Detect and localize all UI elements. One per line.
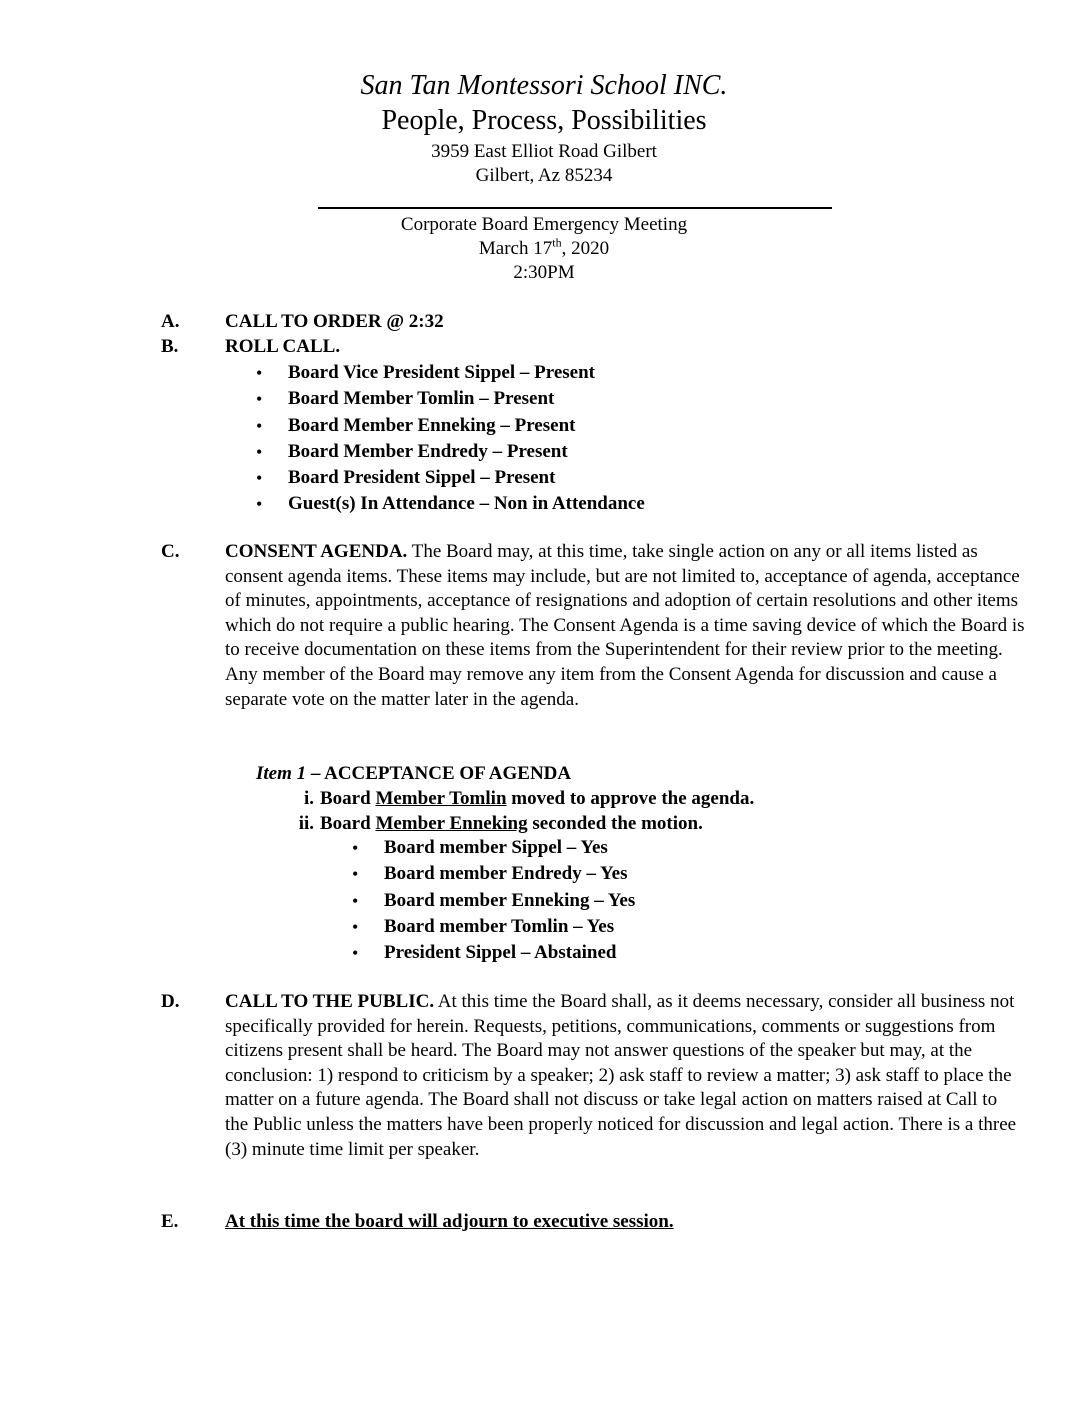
section-e-letter: E. <box>161 1211 179 1232</box>
section-d-heading: CALL TO THE PUBLIC. <box>225 991 435 1012</box>
item-1-heading: Item 1 – ACCEPTANCE OF AGENDA <box>256 763 572 784</box>
school-name: San Tan Montessori School INC. <box>360 70 728 101</box>
roll-call-item: • Board Vice President Sippel – Present <box>256 360 645 386</box>
vote-item: • Board member Sippel – Yes <box>352 835 635 861</box>
vote-item: • Board member Enneking – Yes <box>352 888 635 914</box>
address-line-2: Gilbert, Az 85234 <box>475 165 613 186</box>
school-motto: People, Process, Possibilities <box>381 105 707 136</box>
section-d-paragraph <box>225 990 1025 1162</box>
roll-call-list <box>256 360 645 518</box>
section-a-heading: CALL TO ORDER @ 2:32 <box>225 311 444 332</box>
roll-call-item: • Guest(s) In Attendance – Non in Attendance <box>256 491 645 517</box>
section-b-letter: B. <box>161 336 179 357</box>
roll-call-item: • Board Member Enneking – Present <box>256 413 645 439</box>
section-a-letter: A. <box>161 311 180 332</box>
address-line-1: 3959 East Elliot Road Gilbert <box>431 141 657 162</box>
roll-call-item: • Board Member Endredy – Present <box>256 439 645 465</box>
section-e-heading: At this time the board will adjourn to executive session. <box>225 1211 674 1232</box>
motion-ii-member: Member Enneking <box>375 813 528 834</box>
section-d-body: At this time the Board shall, as it deems necessary, consider all business not specifically provided for herein. Requests, petitions, communications, comments or suggestions from citizens present shall be heard. The Board may not answer questions of the speaker but may, at the conclusion: 1) respond to criticism by a speaker; 2) ask staff to review a matter; 3) ask staff to place the matter on a future agenda. The Board shall not discuss or take legal action on matters raised at Call to the Public unless the matters have been properly noticed for discussion and legal action. There is a three (3) minute time limit per speaker. <box>225 991 1017 1160</box>
roll-call-item: • Board Member Tomlin – Present <box>256 386 645 412</box>
meeting-title: Corporate Board Emergency Meeting <box>400 214 688 235</box>
vote-item: • Board member Tomlin – Yes <box>352 914 635 940</box>
section-b-heading: ROLL CALL. <box>225 336 341 357</box>
motion-i: i. Board Member Tomlin moved to approve the agenda. <box>303 788 755 809</box>
meeting-date: March 17th, 2020 <box>478 235 610 259</box>
roll-call-item: • Board President Sippel – Present <box>256 465 645 491</box>
section-c-paragraph <box>225 540 1025 712</box>
meeting-time: 2:30PM <box>513 262 575 283</box>
item-1-label: Item 1 <box>256 763 307 784</box>
vote-list <box>352 835 635 966</box>
motion-i-member: Member Tomlin <box>375 788 507 809</box>
vote-item: • Board member Endredy – Yes <box>352 861 635 887</box>
section-c-body: The Board may, at this time, take single action on any or all items listed as consent agenda items. These items may include, but are not limited to, acceptance of agenda, acceptance of minutes, appointments, acceptance of resignations and adoption of certain resolutions and other items which do not require a public hearing. The Consent Agenda is a time saving device of which the Board is to receive documentation on these items from the Superintendent for their review prior to the meeting. Any member of the Board may remove any item from the Consent Agenda for discussion and cause a separate vote on the matter later in the agenda. <box>225 541 1025 710</box>
vote-item: • President Sippel – Abstained <box>352 940 635 966</box>
section-c-heading: CONSENT AGENDA. <box>225 541 408 562</box>
section-c-letter: C. <box>161 541 180 562</box>
motion-ii: ii. Board Member Enneking seconded the motion. <box>298 813 703 834</box>
section-d-letter: D. <box>161 991 180 1012</box>
date-ordinal: th <box>552 235 562 250</box>
header-divider <box>318 207 832 209</box>
